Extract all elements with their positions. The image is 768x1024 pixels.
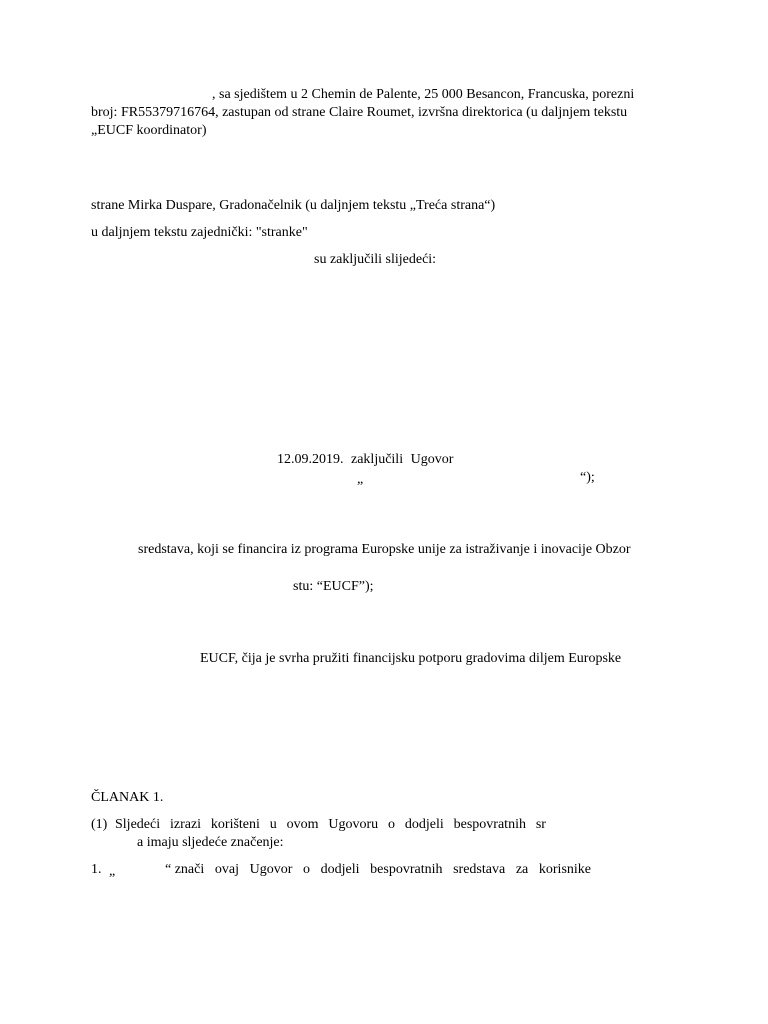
- item-word: o: [303, 862, 311, 877]
- date-value: 12.09.2019.: [277, 452, 344, 467]
- clause-line: [115, 816, 546, 834]
- clause-number: (1): [91, 817, 108, 832]
- eucf-purpose-line: EUCF, čija je svrha pružiti financijsku potporu gradovima diljem Europske: [200, 651, 622, 666]
- clause-word: Ugovoru: [328, 817, 379, 832]
- item-number: 1.: [91, 862, 102, 877]
- clause-word: izrazi: [169, 817, 202, 832]
- item-word: bespovratnih: [370, 862, 443, 877]
- intro-line-2: broj: FR55379716764, zastupan od strane Claire Roumet, izvršna direktorica (u daljnjem tekstu: [91, 105, 628, 120]
- item-word: ovaj: [214, 862, 239, 877]
- article-heading: ČLANAK 1.: [91, 790, 164, 805]
- party-line-2: u daljnjem tekstu zajednički: "stranke": [91, 225, 308, 240]
- clause-word: u: [269, 817, 277, 832]
- item-word: za: [515, 862, 529, 877]
- clause-word: ovom: [286, 817, 319, 832]
- clause-word: sr: [535, 817, 546, 832]
- date-word-concluded: zaključili: [351, 452, 404, 467]
- clause-word: korišteni: [210, 817, 260, 832]
- quote-close: “);: [580, 470, 595, 485]
- grant-line: sredstava, koji se financira iz programa Europske unije za istraživanje i inovacije Obzor: [138, 542, 631, 557]
- concluded-line: su zaključili slijedeći:: [314, 252, 437, 267]
- clause-word: Sljedeći: [115, 817, 161, 832]
- clause-word: bespovratnih: [453, 817, 526, 832]
- item-word: sredstava: [453, 862, 506, 877]
- intro-line-1: , sa sjedištem u 2 Chemin de Palente, 25 000 Besancon, Francuska, porezni: [212, 87, 635, 102]
- clause-word: o: [388, 817, 396, 832]
- quote-open: „: [357, 472, 364, 487]
- item-word: korisnike: [538, 862, 591, 877]
- party-line-1: strane Mirka Duspare, Gradonačelnik (u daljnjem tekstu „Treća strana“): [91, 198, 496, 213]
- item-word: dodjeli: [320, 862, 360, 877]
- item-word: “ znači: [165, 862, 205, 877]
- date-word-contract: Ugovor: [410, 452, 454, 467]
- item-quote-open: „: [109, 864, 116, 879]
- item-line: [165, 861, 591, 879]
- date-line: [277, 451, 453, 469]
- clause-continuation: a imaju sljedeće značenje:: [137, 835, 284, 850]
- clause-word: dodjeli: [404, 817, 444, 832]
- eucf-abbrev-line: stu: “EUCF”);: [293, 579, 374, 594]
- item-word: Ugovor: [249, 862, 293, 877]
- intro-line-3: „EUCF koordinator): [91, 123, 207, 138]
